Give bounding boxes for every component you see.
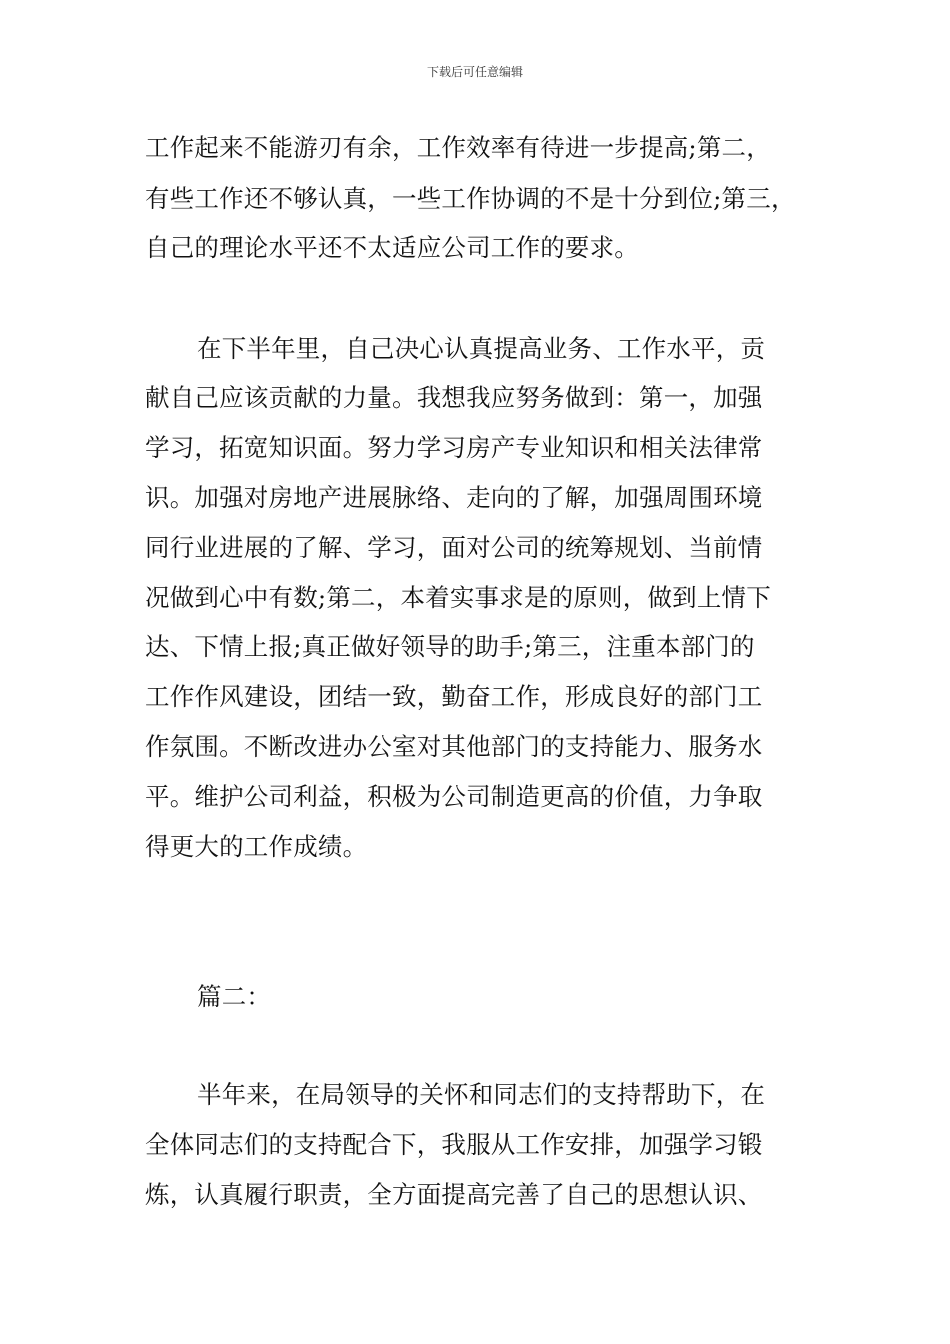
paragraph-line: 献自己应该贡献的力量。我想我应努务做到：第一，加强: [145, 383, 763, 412]
paragraph-line: 作氛围。不断改进办公室对其他部门的支持能力、服务水: [145, 732, 763, 761]
paragraph-line: 自己的理论水平还不太适应公司工作的要求。: [145, 233, 639, 262]
paragraph-line: 炼，认真履行职责，全方面提高完善了自己的思想认识、: [145, 1180, 763, 1209]
paragraph-line: 同行业进展的了解、学习，面对公司的统筹规划、当前情: [145, 533, 763, 562]
section-heading: 篇二：: [197, 982, 272, 1011]
paragraph-line: 工作起来不能游刃有余，工作效率有待进一步提高;第二，: [145, 133, 771, 162]
paragraph-line: 平。维护公司利益，积极为公司制造更高的价值，力争取: [145, 782, 763, 811]
paragraph-line: 识。加强对房地产进展脉络、走向的了解，加强周围环境: [145, 483, 763, 512]
paragraph-line: 况做到心中有数;第二，本着实事求是的原则，做到上情下: [145, 583, 771, 612]
paragraph-line: 有些工作还不够认真，一些工作协调的不是十分到位;第三，: [145, 184, 796, 213]
paragraph-line: 半年来，在局领导的关怀和同志们的支持帮助下，在: [197, 1080, 766, 1109]
paragraph-line: 得更大的工作成绩。: [145, 832, 368, 861]
paragraph-line: 达、下情上报;真正做好领导的助手;第三，注重本部门的: [145, 632, 755, 661]
page-header: 下载后可任意编辑: [426, 65, 523, 79]
paragraph-line: 学习，拓宽知识面。努力学习房产专业知识和相关法律常: [145, 433, 763, 462]
paragraph-line: 工作作风建设，团结一致，勤奋工作，形成良好的部门工: [145, 682, 763, 711]
paragraph-line: 全体同志们的支持配合下，我服从工作安排，加强学习锻: [145, 1130, 763, 1159]
paragraph-line: 在下半年里，自己决心认真提高业务、工作水平，贡: [197, 334, 766, 363]
